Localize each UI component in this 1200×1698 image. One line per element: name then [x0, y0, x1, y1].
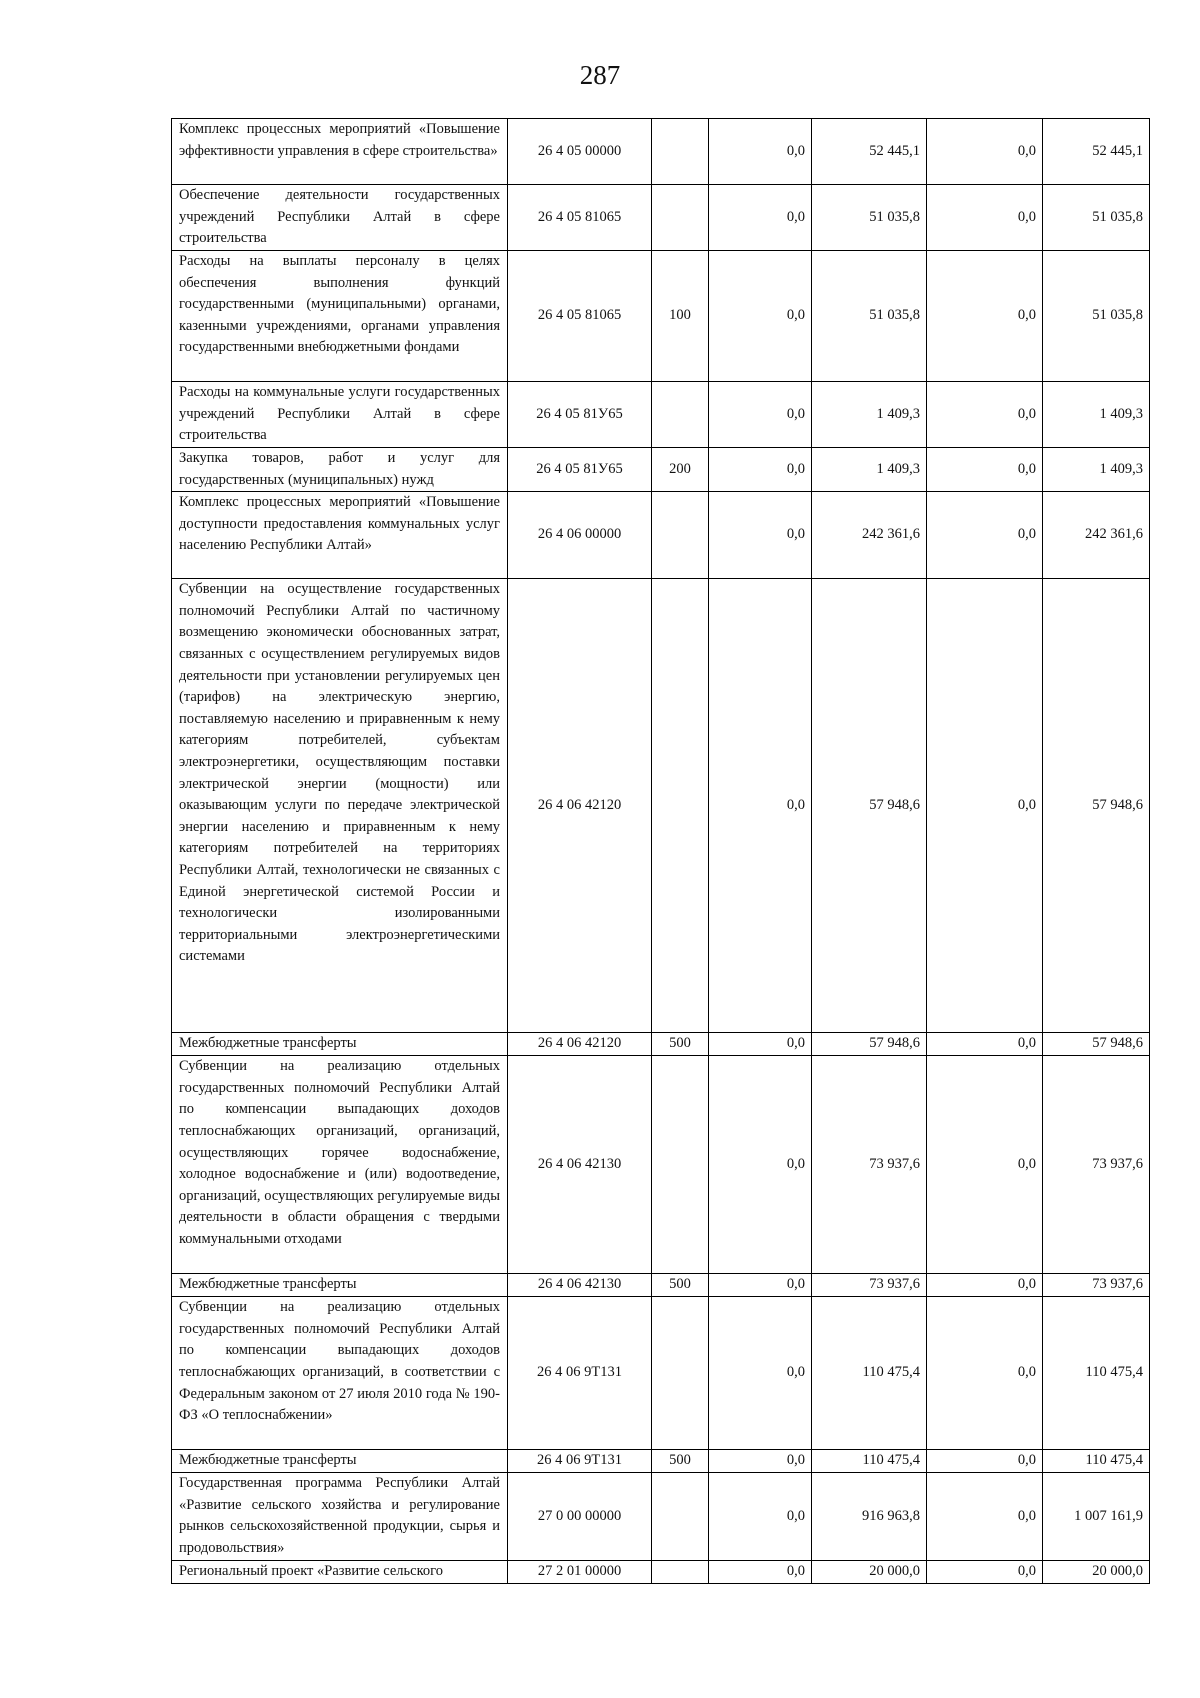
- row-value-3: 0,0: [927, 119, 1043, 185]
- row-value-3: 0,0: [927, 251, 1043, 382]
- row-value-4: 1 409,3: [1043, 448, 1150, 492]
- row-code: 26 4 05 81065: [508, 185, 652, 251]
- row-expense-type: [652, 185, 709, 251]
- row-value-1: 0,0: [709, 382, 812, 448]
- row-expense-type: [652, 579, 709, 1033]
- row-value-3: 0,0: [927, 448, 1043, 492]
- row-value-1: 0,0: [709, 448, 812, 492]
- table-row: [172, 1450, 1150, 1473]
- row-value-4: 51 035,8: [1043, 185, 1150, 251]
- row-code: 26 4 06 00000: [508, 492, 652, 579]
- row-name: Региональный проект «Развитие сельского: [172, 1561, 508, 1584]
- row-value-2: 110 475,4: [812, 1297, 927, 1450]
- row-value-1: 0,0: [709, 1274, 812, 1297]
- row-code: 26 4 06 42120: [508, 579, 652, 1033]
- row-code: 26 4 05 00000: [508, 119, 652, 185]
- row-value-2: 1 409,3: [812, 382, 927, 448]
- row-name: Расходы на выплаты персоналу в целях обеспечения выполнения функций государственными (муниципальными) органами, казенными учреждениями, органами управления государственными внебюджетными фондами: [172, 251, 508, 382]
- row-value-4: 57 948,6: [1043, 1033, 1150, 1056]
- row-value-3: 0,0: [927, 1297, 1043, 1450]
- row-value-3: 0,0: [927, 1450, 1043, 1473]
- table-row: [172, 1297, 1150, 1450]
- row-value-2: 916 963,8: [812, 1473, 927, 1561]
- table-row: [172, 448, 1150, 492]
- row-name: Обеспечение деятельности государственных учреждений Республики Алтай в сфере строительства: [172, 185, 508, 251]
- row-expense-type: 500: [652, 1450, 709, 1473]
- table-row: [172, 251, 1150, 382]
- row-expense-type: [652, 1561, 709, 1584]
- budget-table: [171, 118, 1150, 1584]
- table-row: [172, 492, 1150, 579]
- row-name: Межбюджетные трансферты: [172, 1450, 508, 1473]
- table-row: [172, 119, 1150, 185]
- table-row: [172, 185, 1150, 251]
- row-value-2: 242 361,6: [812, 492, 927, 579]
- row-name: Государственная программа Республики Алтай «Развитие сельского хозяйства и регулирование рынков сельскохозяйственной продукции, сырья и продовольствия»: [172, 1473, 508, 1561]
- row-value-4: 110 475,4: [1043, 1297, 1150, 1450]
- row-expense-type: [652, 1297, 709, 1450]
- row-value-4: 242 361,6: [1043, 492, 1150, 579]
- row-value-4: 73 937,6: [1043, 1056, 1150, 1274]
- row-value-2: 51 035,8: [812, 185, 927, 251]
- row-value-3: 0,0: [927, 579, 1043, 1033]
- row-value-2: 73 937,6: [812, 1056, 927, 1274]
- row-expense-type: [652, 382, 709, 448]
- row-value-4: 52 445,1: [1043, 119, 1150, 185]
- row-value-1: 0,0: [709, 1056, 812, 1274]
- row-expense-type: 200: [652, 448, 709, 492]
- table-row: [172, 1033, 1150, 1056]
- row-code: 26 4 06 42130: [508, 1056, 652, 1274]
- row-value-3: 0,0: [927, 382, 1043, 448]
- row-value-2: 73 937,6: [812, 1274, 927, 1297]
- row-value-4: 1 007 161,9: [1043, 1473, 1150, 1561]
- row-expense-type: 500: [652, 1274, 709, 1297]
- row-value-3: 0,0: [927, 1274, 1043, 1297]
- table-row: [172, 382, 1150, 448]
- row-value-2: 110 475,4: [812, 1450, 927, 1473]
- row-value-1: 0,0: [709, 579, 812, 1033]
- row-value-2: 52 445,1: [812, 119, 927, 185]
- row-value-1: 0,0: [709, 119, 812, 185]
- row-value-4: 110 475,4: [1043, 1450, 1150, 1473]
- row-code: 26 4 05 81У65: [508, 448, 652, 492]
- row-expense-type: [652, 1056, 709, 1274]
- row-value-1: 0,0: [709, 1473, 812, 1561]
- row-value-3: 0,0: [927, 1473, 1043, 1561]
- row-value-3: 0,0: [927, 185, 1043, 251]
- row-value-1: 0,0: [709, 1033, 812, 1056]
- row-value-1: 0,0: [709, 1297, 812, 1450]
- row-value-3: 0,0: [927, 492, 1043, 579]
- row-name: Комплекс процессных мероприятий «Повышение доступности предоставления коммунальных услуг населению Республики Алтай»: [172, 492, 508, 579]
- row-expense-type: 100: [652, 251, 709, 382]
- row-code: 26 4 05 81У65: [508, 382, 652, 448]
- table-row: [172, 1473, 1150, 1561]
- row-name: Субвенции на реализацию отдельных государственных полномочий Республики Алтай по компенсации выпадающих доходов теплоснабжающих организаций, в соответствии с Федеральным законом от 27 июля 2010 года № 190-ФЗ «О теплоснабжении»: [172, 1297, 508, 1450]
- row-value-2: 51 035,8: [812, 251, 927, 382]
- row-code: 26 4 06 9Т131: [508, 1450, 652, 1473]
- table-row: [172, 579, 1150, 1033]
- row-value-1: 0,0: [709, 1561, 812, 1584]
- row-expense-type: [652, 492, 709, 579]
- row-expense-type: 500: [652, 1033, 709, 1056]
- row-value-4: 51 035,8: [1043, 251, 1150, 382]
- page-number: 287: [579, 60, 621, 90]
- row-value-2: 57 948,6: [812, 579, 927, 1033]
- row-code: 27 2 01 00000: [508, 1561, 652, 1584]
- row-value-1: 0,0: [709, 492, 812, 579]
- table-row: [172, 1561, 1150, 1584]
- row-name: Закупка товаров, работ и услуг для государственных (муниципальных) нужд: [172, 448, 508, 492]
- row-value-4: 1 409,3: [1043, 382, 1150, 448]
- row-value-2: 57 948,6: [812, 1033, 927, 1056]
- row-expense-type: [652, 1473, 709, 1561]
- row-code: 26 4 06 42120: [508, 1033, 652, 1056]
- row-value-1: 0,0: [709, 185, 812, 251]
- row-name: Комплекс процессных мероприятий «Повышение эффективности управления в сфере строительства»: [172, 119, 508, 185]
- row-name: Межбюджетные трансферты: [172, 1274, 508, 1297]
- row-code: 26 4 06 9Т131: [508, 1297, 652, 1450]
- row-code: 26 4 06 42130: [508, 1274, 652, 1297]
- row-value-2: 20 000,0: [812, 1561, 927, 1584]
- row-value-3: 0,0: [927, 1033, 1043, 1056]
- row-value-1: 0,0: [709, 1450, 812, 1473]
- row-code: 27 0 00 00000: [508, 1473, 652, 1561]
- row-value-4: 57 948,6: [1043, 579, 1150, 1033]
- row-value-3: 0,0: [927, 1561, 1043, 1584]
- row-name: Расходы на коммунальные услуги государственных учреждений Республики Алтай в сфере строительства: [172, 382, 508, 448]
- row-expense-type: [652, 119, 709, 185]
- row-value-1: 0,0: [709, 251, 812, 382]
- row-value-2: 1 409,3: [812, 448, 927, 492]
- row-code: 26 4 05 81065: [508, 251, 652, 382]
- table-row: [172, 1056, 1150, 1274]
- row-name: Субвенции на осуществление государственных полномочий Республики Алтай по частичному возмещению экономически обоснованных затрат, связанных с осуществлением регулируемых видов деятельности при установлении регулируемых цен (тарифов) на электрическую энергию, поставляемую населению и приравненным к нему категориям потребителей, субъектам электроэнергетики, осуществляющим поставки электрической энергии (мощности) или оказывающим услуги по передаче электрической энергии населению и приравненным к нему категориям потребителей на территориях Республики Алтай, технологически не связанных с Единой энергетической системой России и технологически изолированными территориальными электроэнергетическими системами: [172, 579, 508, 1033]
- row-name: Межбюджетные трансферты: [172, 1033, 508, 1056]
- row-value-4: 73 937,6: [1043, 1274, 1150, 1297]
- table-row: [172, 1274, 1150, 1297]
- row-value-3: 0,0: [927, 1056, 1043, 1274]
- row-name: Субвенции на реализацию отдельных государственных полномочий Республики Алтай по компенсации выпадающих доходов теплоснабжающих организаций, организаций, осуществляющих горячее водоснабжение, холодное водоснабжение и (или) водоотведение, организаций, осуществляющих регулируемые виды деятельности в области обращения с твердыми коммунальными отходами: [172, 1056, 508, 1274]
- row-value-4: 20 000,0: [1043, 1561, 1150, 1584]
